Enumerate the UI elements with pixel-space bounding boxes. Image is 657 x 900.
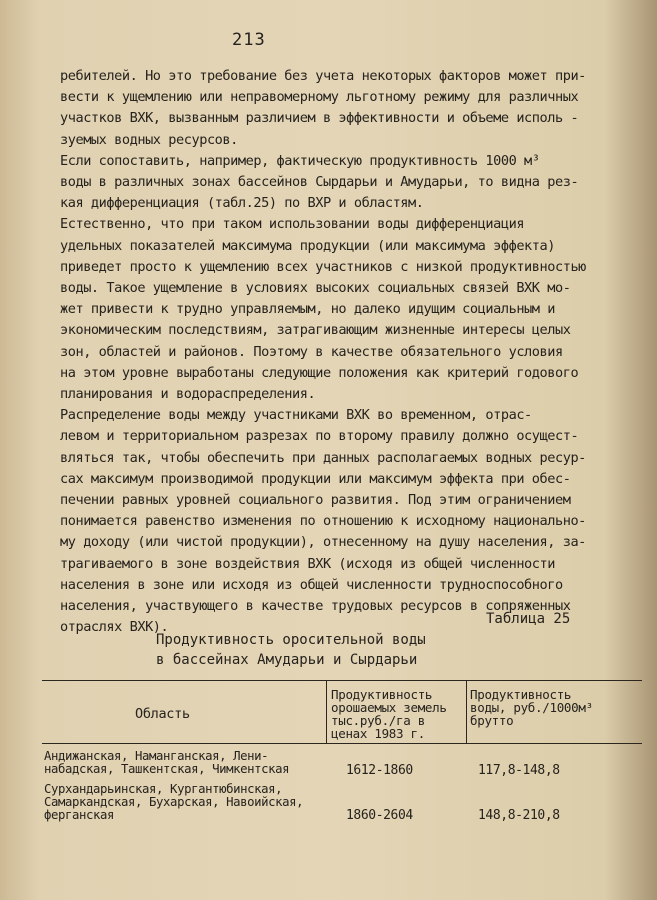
table-cell-water-productivity: 117,8-148,8 (478, 763, 560, 778)
paragraph: ребителей. Но это требование без учета некоторых факторов может при- вести к ущемлению или неправомерному льготному режиму для различных участков ВХК, вызванным различием в эффективности и объеме исполь - зуемых водных ресурсов. (60, 68, 586, 148)
table-rule-top (42, 680, 642, 681)
table-title: Продуктивность оросительной воды в бассейнах Амударьи и Сырдарьи (156, 632, 426, 668)
table-cell-land-productivity: 1612-1860 (346, 763, 413, 778)
paragraph: Естественно, что при таком использовании воды дифференциация удельных показателей максимума продукции (или максимума эффекта) приведет просто к ущемлению всех участников с низкой продуктивностью воды. Такое ущемление в условиях высоких социальных связей ВХК мо- жет привести к трудно управляемым, но далеко идущим социальным и экономическим последствиям, затрагивающим жизненные интересы целых зон, областей и районов. Поэтому в качестве обязательного условия на этом уровне выработаны следующие положения как критерий годового планирования и водораспределения. (60, 216, 586, 403)
table-label: Таблица 25 (486, 611, 571, 627)
table-cell-land-productivity: 1860-2604 (346, 808, 413, 823)
table-cell-water-productivity: 148,8-210,8 (478, 808, 560, 823)
table-cell-region: Сурхандарьинская, Кургантюбинская, Самаркандская, Бухарская, Навоийская, ферганская (44, 782, 304, 822)
table-rule-header (42, 743, 642, 744)
body-text (60, 66, 612, 638)
table-header-water-productivity: Продуктивность воды, руб./1000м³ брутто (470, 687, 593, 728)
page-number: 213 (232, 30, 266, 50)
paragraph: Если сопоставить, например, фактическую продуктивность 1000 м³ воды в различных зонах бассейнов Сырдарьи и Амударьи, то видна рез- кая дифференциация (табл.25) по ВХР и областям. (60, 152, 579, 212)
table-column-divider (326, 681, 327, 743)
table-cell-region: Андижанская, Наманганская, Лени- набадская, Ташкентская, Чимкентская (44, 749, 290, 776)
table-header-land-productivity: Продуктивность орошаемых земель тыс.руб./га в ценах 1983 г. (331, 687, 447, 741)
table-column-divider (466, 681, 467, 743)
paragraph: Распределение воды между участниками ВХК во временном, отрас- левом и территориальном разрезах по второму правилу должно осущест- вляться так, чтобы обеспечить при данных располагаемых водных ресур- сах максимум производимой продукции или максимум эффекта при обес- печении равных уровней социального развития. Под этим ограничением понимается равенство изменения по отношению к исходному национально- му доходу (или чистой продукции), отнесенному на душу населения, за- трагиваемого в зоне воздействия ВХК (исходя из общей численности населения в зоне или исходя из общей численности трудноспособного населения, участвующего в качестве трудовых ресурсов в сопряженных отраслях ВХК). (60, 407, 586, 636)
table-header-region: Область (135, 706, 190, 722)
